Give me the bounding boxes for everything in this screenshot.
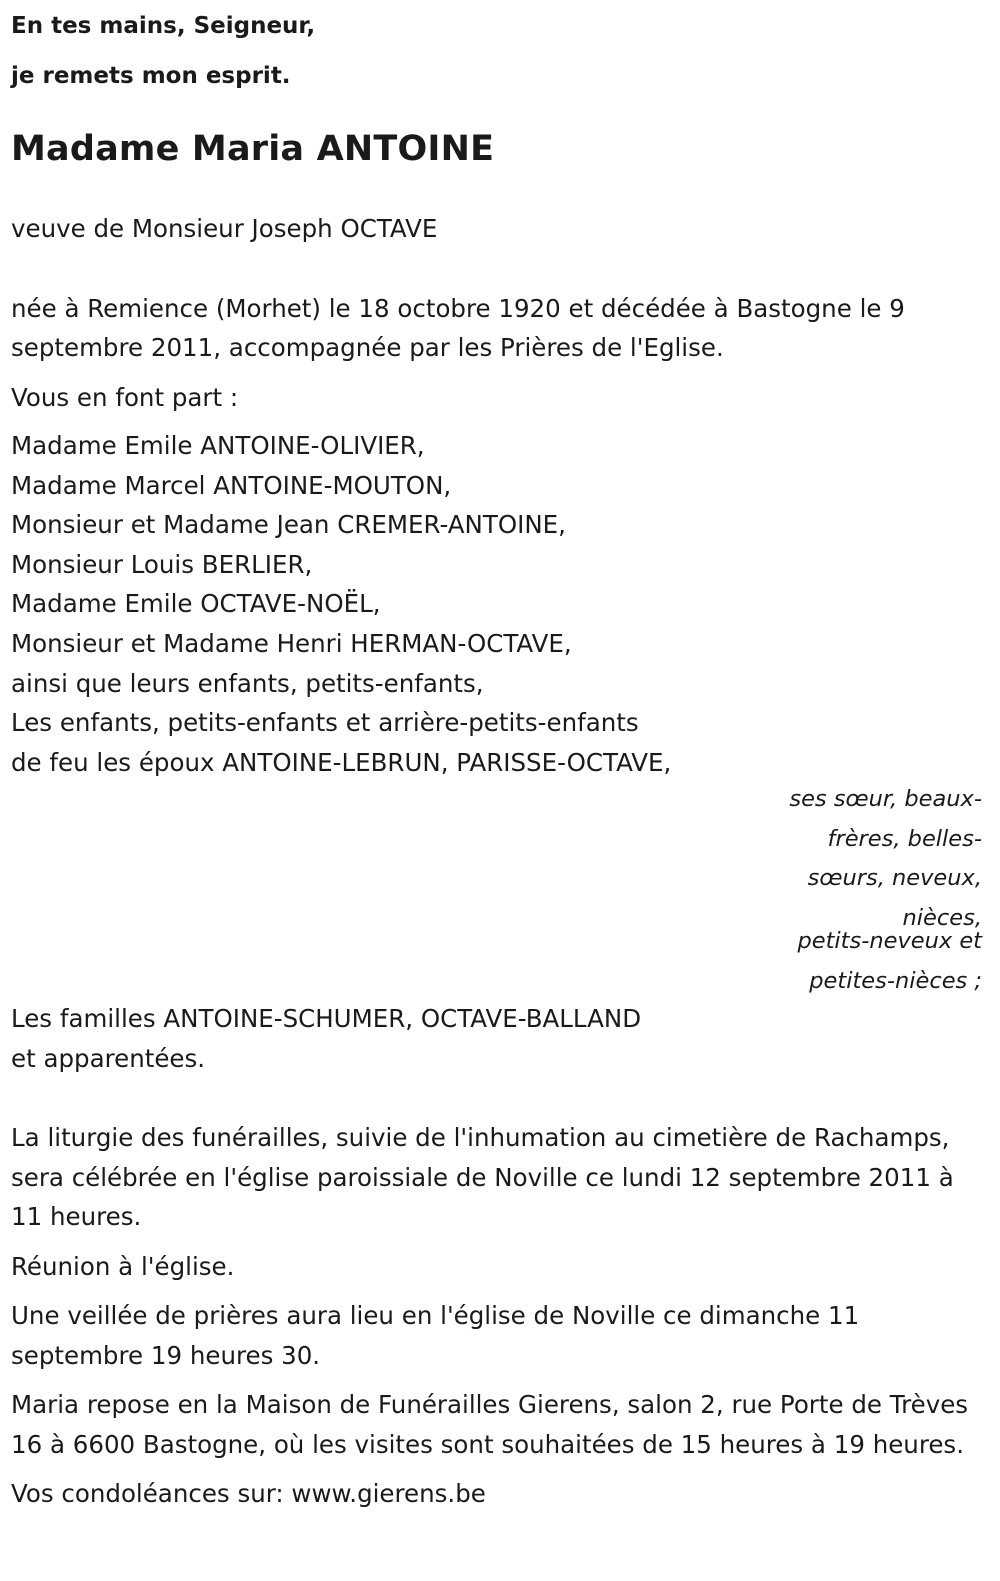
resting-place: Maria repose en la Maison de Funérailles Gierens, salon 2, rue Porte de Trèves 16 à 6600 Bastogne, où les visites sont souhaitées de 15 heures à 19 heures. <box>11 1390 969 1459</box>
relationship-aside-continued: petits-neveux et petites-nièces ; <box>797 928 982 994</box>
prayer-vigil: Une veillée de prières aura lieu en l'église de Noville ce dimanche 11 septembre 19 heures 30. <box>11 1301 860 1370</box>
relative-line: de feu les époux ANTOINE-LEBRUN, PARISSE-OCTAVE, <box>11 747 672 777</box>
deceased-name: Madame Maria ANTOINE <box>11 129 495 169</box>
families <box>11 999 991 1078</box>
widow-of: veuve de Monsieur Joseph OCTAVE <box>11 214 438 243</box>
families-line-2: et apparentées. <box>11 1043 206 1073</box>
relative-line: Monsieur et Madame Henri HERMAN-OCTAVE, <box>11 628 572 658</box>
relative-line: Les enfants, petits-enfants et arrière-petits-enfants <box>11 708 639 738</box>
epigraph-line-1: En tes mains, Seigneur, <box>11 13 316 39</box>
birth-death-text: née à Remience (Morhet) le 18 octobre 1920 et décédée à Bastogne le 9 septembre 2011, accompagnée par les Prières de l'Eglise. <box>11 293 905 362</box>
funeral-details <box>11 1118 991 1514</box>
relative-line: Madame Emile ANTOINE-OLIVIER, <box>11 431 425 460</box>
relatives-list <box>11 426 991 782</box>
families-line-1: Les familles ANTOINE-SCHUMER, OCTAVE-BALLAND <box>11 1004 642 1033</box>
relationship-aside: ses sœur, beaux-frères, belles-sœurs, neveux, nièces, <box>789 786 982 931</box>
relative-line: Monsieur et Madame Jean CREMER-ANTOINE, <box>11 510 566 540</box>
epigraph <box>11 0 991 101</box>
relative-line: ainsi que leurs enfants, petits-enfants, <box>11 668 484 698</box>
announcement-intro: Vous en font part : <box>11 382 239 412</box>
relative-line: Monsieur Louis BERLIER, <box>11 549 313 579</box>
relative-line: Madame Marcel ANTOINE-MOUTON, <box>11 470 452 500</box>
funeral-liturgy: La liturgie des funérailles, suivie de l'inhumation au cimetière de Rachamps, sera célébrée en l'église paroissiale de Noville ce lundi 12 septembre 2011 à 11 heures. <box>11 1123 954 1231</box>
meeting-place: Réunion à l'église. <box>11 1251 235 1281</box>
epigraph-line-2: je remets mon esprit. <box>11 63 291 89</box>
condolences-link[interactable]: Vos condoléances sur: www.gierens.be <box>11 1479 486 1508</box>
relative-line: Madame Emile OCTAVE-NOËL, <box>11 589 381 619</box>
